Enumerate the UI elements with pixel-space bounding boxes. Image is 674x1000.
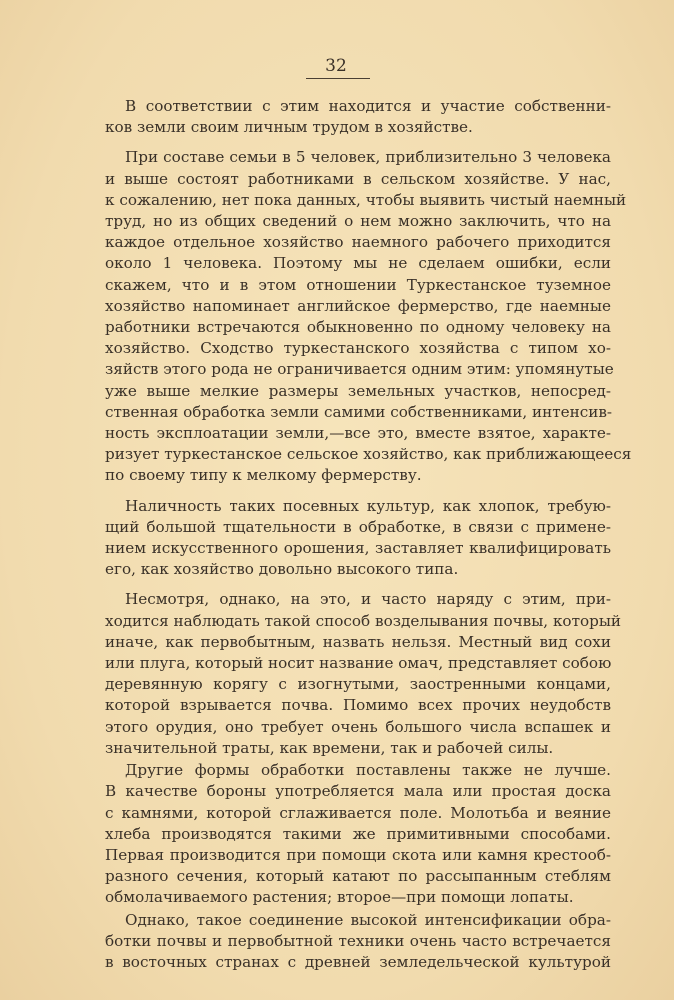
text-line: каждое отдельное хозяйство наемного рабочего приходится — [105, 233, 611, 252]
paragraph — [105, 760, 611, 908]
text-line: к сожалению, нет пока данных, чтобы выявить чистый наемный — [105, 190, 627, 209]
body-text — [105, 96, 632, 982]
text-line: ность эксплоатации земли,—все это, вместе взятое, характе- — [105, 424, 611, 443]
paragraph — [105, 496, 611, 581]
text-line: нием искусственного орошения, заставляет квалифицировать — [105, 539, 611, 558]
paragraph — [105, 147, 632, 486]
text-line: деревянную корягу с изогнутыми, заостренными концами, — [105, 675, 611, 694]
text-line: иначе, как первобытным, назвать нельзя. Местный вид сохи — [105, 632, 611, 651]
text-line: Другие формы обработки поставлены также не лучше. — [125, 761, 611, 780]
text-line: обмолачиваемого растения; второе—при помощи лопаты. — [105, 888, 574, 907]
text-line: хозяйство. Сходство туркестанского хозяйства с типом хо- — [105, 339, 611, 358]
text-line: его, как хозяйство довольно высокого типа. — [105, 560, 459, 579]
text-line: Однако, такое соединение высокой интенсификации обра- — [125, 910, 611, 929]
text-line: хлеба производятся такими же примитивными способами. — [105, 824, 611, 843]
text-line: ходится наблюдать такой способ возделывания почвы, который — [105, 611, 622, 630]
paragraph — [105, 910, 611, 974]
text-line: ственная обработка земли самими собственниками, интенсив- — [105, 402, 613, 421]
text-line: Наличность таких посевных культур, как хлопок, требую- — [125, 496, 611, 515]
text-line: ризует туркестанское сельское хозяйство, как приближающееся — [105, 445, 632, 464]
text-line: В качестве бороны употребляется мала или простая доска — [105, 782, 611, 801]
page-number-rule — [306, 78, 370, 79]
text-line: скажем, что и в этом отношении Туркестанское туземное — [105, 275, 611, 294]
text-line: этого орудия, оно требует очень большого числа вспашек и — [105, 717, 611, 736]
text-line: Первая производится при помощи скота или камня крестооб- — [105, 845, 611, 864]
text-line: и выше состоят работниками в сельском хозяйстве. У нас, — [105, 169, 611, 188]
text-line: ков земли своим личным трудом в хозяйстве. — [105, 118, 473, 137]
text-line: щий большой тщательности в обработке, в связи с примене- — [105, 517, 611, 536]
text-line: разного сечения, который катают по рассыпанным стеблям — [105, 867, 611, 886]
text-line: по своему типу к мелкому фермерству. — [105, 466, 422, 485]
text-line: хозяйство напоминает английское фермерство, где наемные — [105, 296, 611, 315]
text-line: значительной траты, как времени, так и рабочей силы. — [105, 738, 554, 757]
paragraph — [105, 96, 611, 138]
paragraph — [105, 589, 622, 759]
text-line: которой взрывается почва. Помимо всех прочих неудобств — [105, 696, 611, 715]
text-line: Несмотря, однако, на это, и часто наряду с этим, при- — [125, 590, 611, 609]
text-line: работники встречаются обыкновенно по одному человеку на — [105, 318, 611, 337]
text-line: в восточных странах с древней земледельческой культурой — [105, 952, 611, 971]
text-line: труд, но из общих сведений о нем можно заключить, что на — [105, 212, 611, 231]
text-line: с камнями, которой сглаживается поле. Молотьба и веяние — [105, 803, 611, 822]
page-number: 32 — [325, 56, 347, 76]
text-line: около 1 человека. Поэтому мы не сделаем ошибки, если — [105, 254, 611, 273]
text-line: или плуга, который носит название омач, представляет собою — [105, 654, 612, 673]
text-line: ботки почвы и первобытной техники очень часто встречается — [105, 931, 611, 950]
text-line: В соответствии с этим находится и участие собственни- — [125, 97, 611, 115]
text-line: зяйств этого рода не ограничивается одним этим: упомянутые — [105, 360, 614, 379]
text-line: При составе семьи в 5 человек, приблизительно 3 человека — [125, 148, 611, 167]
text-line: уже выше мелкие размеры земельных участков, непосред- — [105, 381, 611, 400]
